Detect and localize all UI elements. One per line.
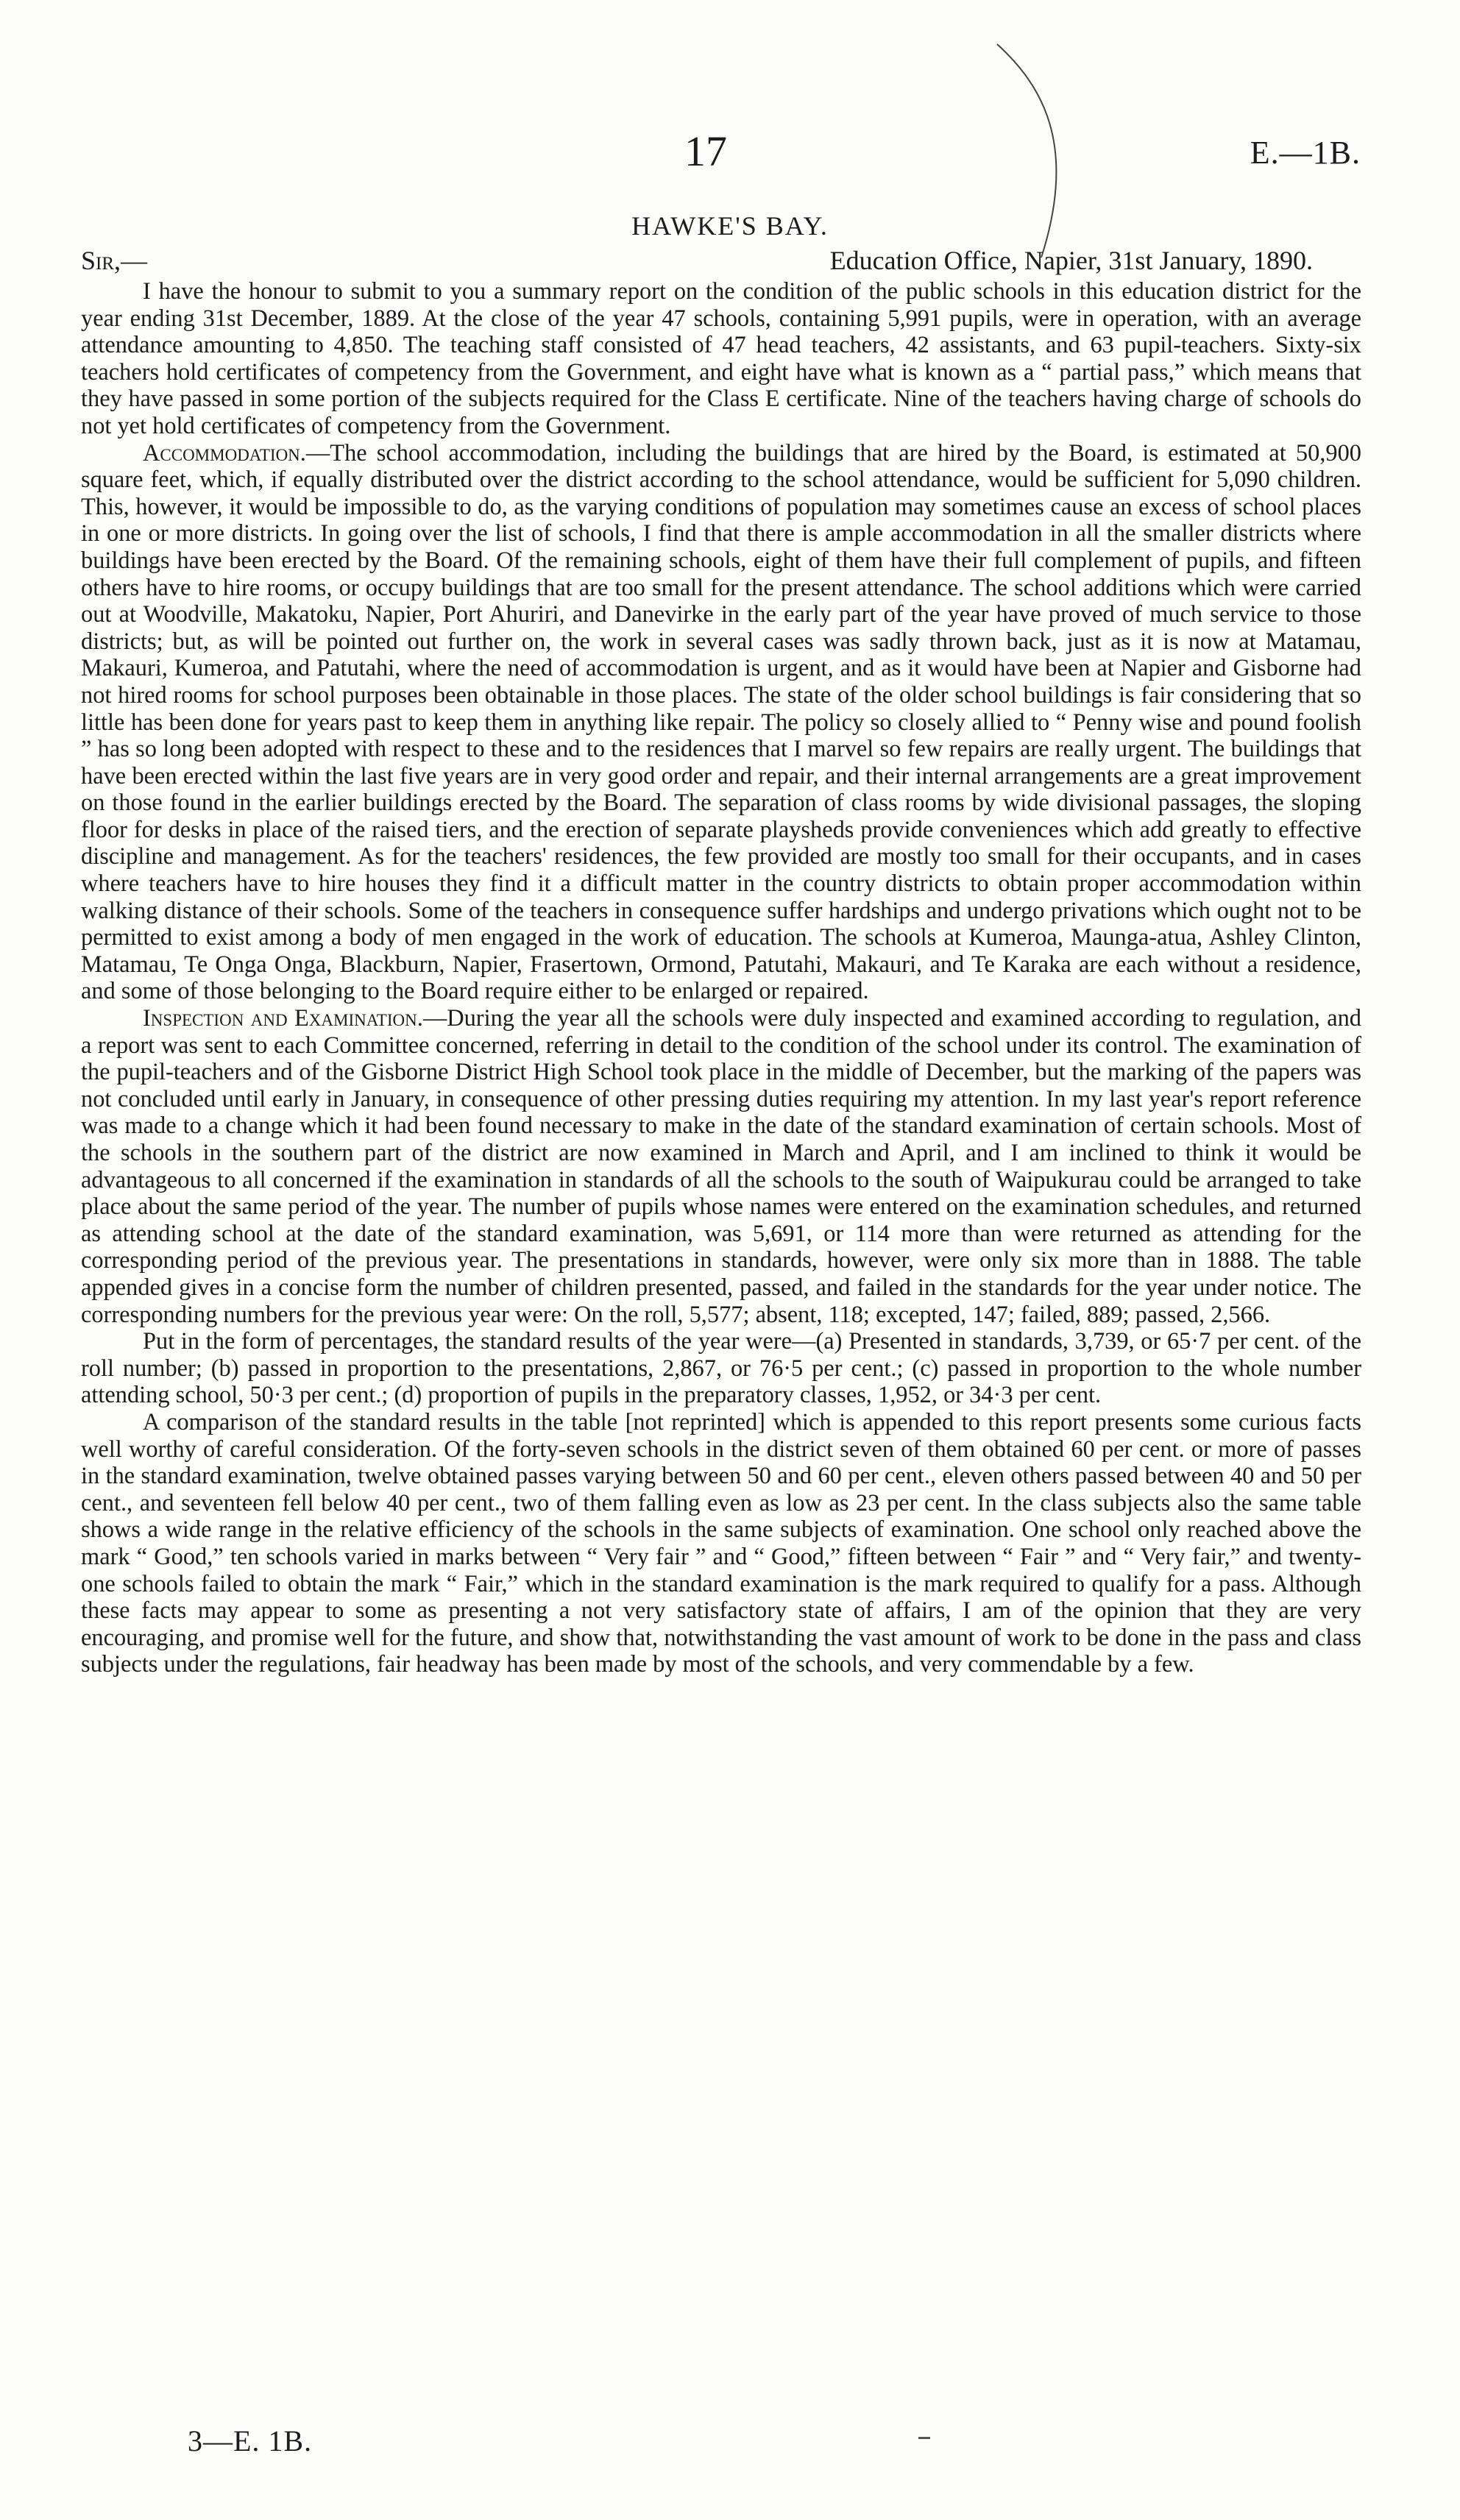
footer-signature-mark: 3—E. 1B. bbox=[188, 2424, 313, 2457]
paragraph-inspection-examination bbox=[81, 1005, 1361, 1328]
paragraph-text: Put in the form of percentages, the standard results of the year were—(a) Presented in standards, 3,739, or 65·7 per cent. of the roll number; (b) passed in proportion to the presentations, 2,867, or 76·5 per cent.; (c) passed in proportion to the whole number attending school, 50·3 per cent.; (d) proportion of pupils in the preparatory classes, 1,952, or 34·3 per cent. bbox=[81, 1328, 1361, 1409]
report-body bbox=[81, 278, 1361, 1678]
paragraph-text: A comparison of the standard results in the table [not reprinted] which is appended to this report presents some curious facts well worthy of careful consideration. Of the forty-seven schools in the district seven of them obtained 60 per cent. or more of passes in the standard examination, twelve obtained passes varying between 50 and 60 per cent., eleven others passed between 40 and 50 per cent., and seventeen fell below 40 per cent., two of them falling even as low as 23 per cent. In the class subjects also the same table shows a wide range in the relative efficiency of the schools in the same subjects of examination. One school only reached above the mark “ Good,” ten schools varied in marks between “ Very fair ” and “ Good,” fifteen between “ Fair ” and “ Very fair,” and twenty-one schools failed to obtain the mark “ Fair,” which in the standard examination is the mark required to qualify for a pass. Although these facts may appear to some as presenting a not very satisfactory state of affairs, I am of the opinion that they are very encouraging, and promise well for the future, and show that, notwithstanding the vast amount of work to be done in the pass and class subjects under the regulations, fair headway has been made by most of the schools, and very commendable by a few. bbox=[81, 1408, 1361, 1678]
paragraph-percentages bbox=[81, 1328, 1361, 1409]
section-heading-accommodation: Accommodation. bbox=[143, 439, 306, 466]
paragraph-text: I have the honour to submit to you a summary report on the condition of the public schools in this education district for the year ending 31st December, 1889. At the close of the year 47 schools, containing 5,991 pupils, were in operation, with an average attendance amounting to 4,850. The teaching staff consisted of 47 head teachers, 42 assistants, and 63 pupil-teachers. Sixty-six teachers hold certificates of competency from the Government, and eight have what is known as a “ partial pass,” which means that they have passed in some portion of the subjects required for the Class E certificate. Nine of the teachers having charge of schools do not yet hold certificates of competency from the Government. bbox=[81, 278, 1361, 439]
page-number: 17 bbox=[684, 127, 727, 175]
paragraph-comparison bbox=[81, 1409, 1361, 1678]
letterhead-address-date: Education Office, Napier, 31st January, 1890. bbox=[829, 246, 1313, 275]
paragraph-introduction bbox=[81, 278, 1361, 440]
section-heading-inspection-examination: Inspection and Examination. bbox=[143, 1005, 423, 1032]
document-reference: E.—1B. bbox=[1250, 135, 1361, 171]
page-title: HAWKE'S BAY. bbox=[631, 211, 829, 241]
paragraph-text: —The school accommodation, including the buildings that are hired by the Board, is estimated at 50,900 square feet, which, if equally distributed over the district according to the school attendance, would be sufficient for 5,090 children. This, however, it would be impossible to do, as the varying conditions of population may sometimes cause an excess of school places in one or more districts. In going over the list of schools, I find that there is ample accommodation in all the smaller districts where buildings have been erected by the Board. Of the remaining schools, eight of them have their full complement of pupils, and fifteen others have to hire rooms, or occupy buildings that are too small for the present attendance. The school additions which were carried out at Woodville, Makatoku, Napier, Port Ahuriri, and Danevirke in the early part of the year have proved of much service to those districts; but, as will be pointed out further on, the work in several cases was sadly thrown back, just as it is now at Matamau, Makauri, Kumeroa, and Patutahi, where the need of accommodation is urgent, and as it would have been at Napier and Gisborne had not hired rooms for school purposes been obtainable in those places. The state of the older school buildings is fair considering that so little has been done for years past to keep them in anything like repair. The policy so closely allied to “ Penny wise and pound foolish ” has so long been adopted with respect to these and to the residences that I marvel so few repairs are really urgent. The buildings that have been erected within the last five years are in very good order and repair, and their internal arrangements are a great improvement on those found in the earlier buildings erected by the Board. The separation of class rooms by wide divisional passages, the sloping floor for desks in place of the raised tiers, and the erection of separate playsheds provide conveniences which add greatly to effective discipline and management. As for the teachers' residences, the few provided are mostly too small for their occupants, and in cases where teachers have to hire houses they find it a difficult matter in the country districts to obtain proper accommodation within walking distance of their schools. Some of the teachers in consequence suffer hardships and undergo privations which ought not to be permitted to exist among a body of men engaged in the work of education. The schools at Kumeroa, Maunga-atua, Ashley Clinton, Matamau, Te Onga Onga, Blackburn, Napier, Frasertown, Ormond, Patutahi, Makauri, and Te Karaka are each without a residence, and some of those belonging to the Board require either to be enlarged or repaired. bbox=[81, 439, 1361, 1005]
salutation: Sir,— bbox=[81, 246, 148, 275]
stray-ink-mark bbox=[918, 2437, 930, 2439]
paragraph-text: —During the year all the schools were duly inspected and examined according to regulation, and a report was sent to each Committee concerned, referring in detail to the condition of the school under its control. The examination of the pupil-teachers and of the Gisborne District High School took place in the middle of December, but the marking of the papers was not concluded until early in January, in consequence of other pressing duties requiring my attention. In my last year's report reference was made to a change which it had been found necessary to make in the date of the standard examination of certain schools. Most of the schools in the southern part of the district are now examined in March and April, and I am inclined to think it would be advantageous to all concerned if the examination in standards of all the schools to the south of Waipukurau could be arranged to take place about the same period of the year. The number of pupils whose names were entered on the examination schedules, and returned as attending school at the date of the standard examination, was 5,691, or 114 more than were returned as attending for the corresponding period of the previous year. The presentations in standards, however, were only six more than in 1888. The table appended gives in a concise form the number of children presented, passed, and failed in the standards for the year under notice. The corresponding numbers for the previous year were: On the roll, 5,577; absent, 118; excepted, 147; failed, 889; passed, 2,566. bbox=[81, 1005, 1362, 1328]
paragraph-accommodation bbox=[81, 440, 1361, 1005]
